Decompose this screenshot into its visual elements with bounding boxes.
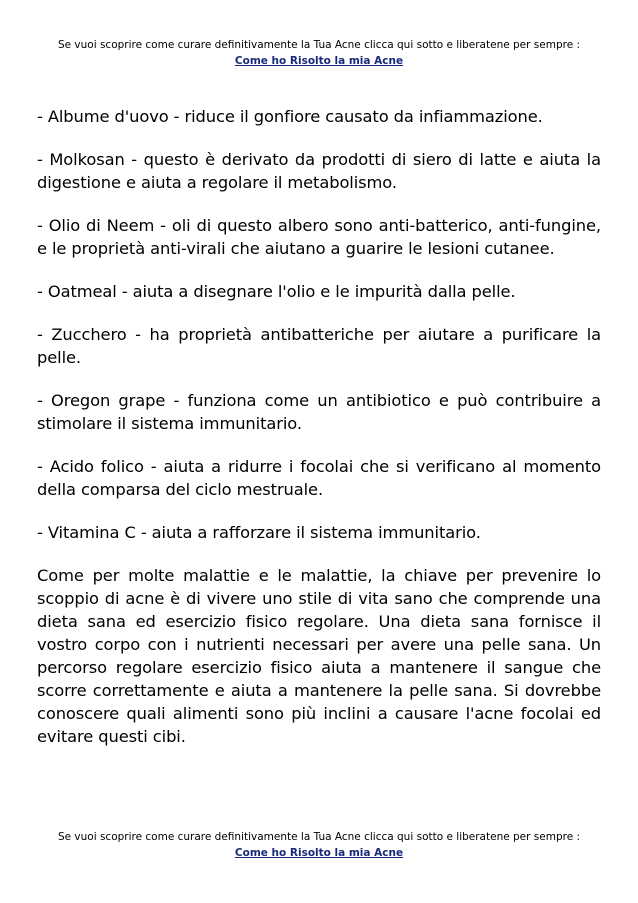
list-item-olio-neem: - Olio di Neem - oli di questo albero sono anti-batterico, anti-fungine, e le proprietà anti-virali che aiutano a guarire le lesioni cutanee. [37,216,601,258]
list-item-zucchero: - Zucchero - ha proprietà antibatteriche per aiutare a purificare la pelle. [37,325,601,367]
list-item-albume: - Albume d'uovo - riduce il gonfiore causato da infiammazione. [37,107,543,126]
list-item-acido-folico: - Acido folico - aiuta a ridurre i focolai che si verificano al momento della comparsa del ciclo mestruale. [37,457,601,499]
list-item-molkosan: - Molkosan - questo è derivato da prodotti di siero di latte e aiuta la digestione e aiuta a regolare il metabolismo. [37,150,601,192]
list-item-oregon-grape: - Oregon grape - funziona come un antibiotico e può contribuire a stimolare il sistema immunitario. [37,391,601,433]
closing-paragraph: Come per molte malattie e le malattie, la chiave per prevenire lo scoppio di acne è di vivere uno stile di vita sano che comprende una dieta sana ed esercizio fisico regolare. Una dieta sana fornisce il vostro corpo con i nutrienti necessari per avere una pelle sana. Un percorso regolare esercizio fisico aiuta a mantenere il sangue che scorre correttamente e aiuta a mantenere la pelle sana. Si dovrebbe conoscere quali alimenti sono più inclini a causare l'acne focolai ed evitare questi cibi. [37,566,601,746]
footer-banner [40,829,598,861]
document-body [37,105,601,768]
header-banner-link[interactable]: Come ho Risolto la mia Acne [234,55,404,67]
header-banner-text: Se vuoi scoprire come curare definitivamente la Tua Acne clicca qui sotto e liberatene per sempre : [57,39,581,51]
footer-banner-text: Se vuoi scoprire come curare definitivamente la Tua Acne clicca qui sotto e liberatene per sempre : [57,831,581,843]
list-item-vitamina-c: - Vitamina C - aiuta a rafforzare il sistema immunitario. [37,523,481,542]
footer-banner-link[interactable]: Come ho Risolto la mia Acne [234,847,404,859]
header-banner [40,37,598,69]
list-item-oatmeal: - Oatmeal - aiuta a disegnare l'olio e le impurità dalla pelle. [37,282,516,301]
